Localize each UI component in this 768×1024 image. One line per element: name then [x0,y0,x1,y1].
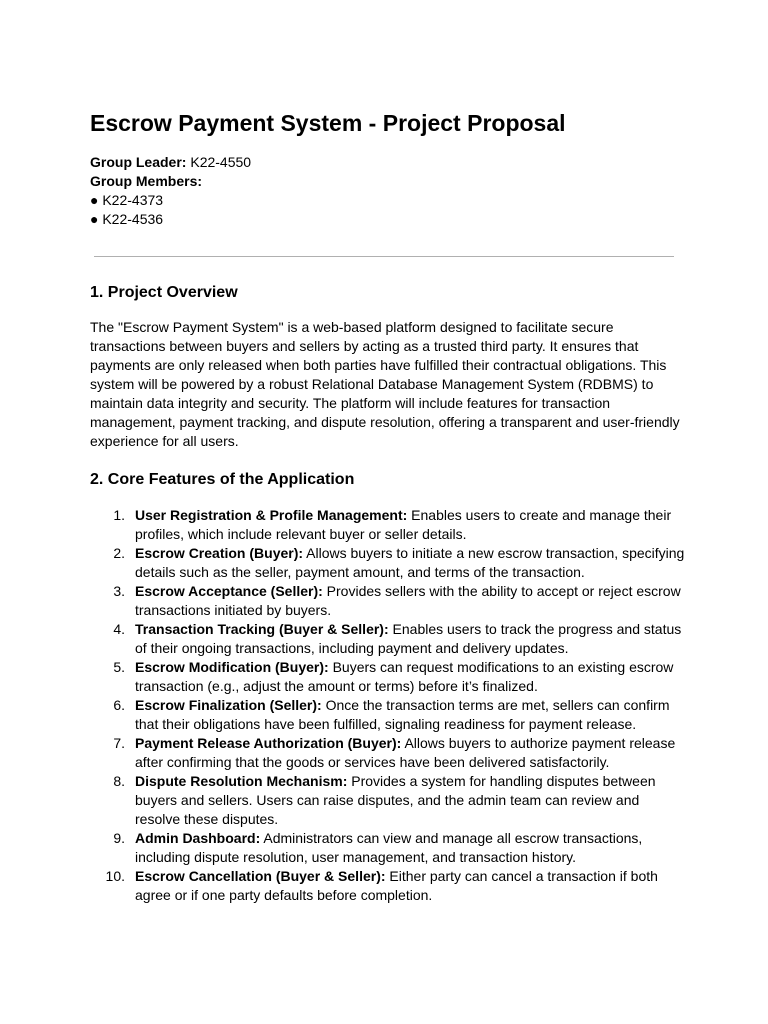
overview-line: payments are only released when both parties have fulfilled their contractual obligations. This [90,357,667,373]
feature-first-line [135,696,690,715]
feature-item [90,734,690,772]
overview-line: transactions between buyers and sellers by acting as a trusted third party. It ensures that [90,338,639,354]
features-list [90,506,690,905]
overview-line: management, payment tracking, and dispute resolution, offering a transparent and user-friendly [90,414,680,430]
feature-continuation: transaction (e.g., adjust the amount or terms) before it’s finalized. [135,678,538,694]
feature-number: 3. [113,583,125,599]
feature-label: Payment Release Authorization (Buyer): [135,735,402,751]
feature-text: Allows buyers to authorize payment release [401,735,676,751]
feature-continuation: details such as the seller, payment amount, and terms of the transaction. [135,564,585,580]
overview-line: experience for all users. [90,433,239,449]
feature-first-line [135,829,690,848]
feature-item [90,829,690,867]
feature-label: Admin Dashboard: [135,830,261,846]
feature-first-line [135,544,690,563]
feature-text: Enables users to create and manage their [407,507,672,523]
section-divider [94,256,674,257]
feature-continuation: of their ongoing transactions, including payment and delivery updates. [135,640,569,656]
feature-first-line [135,658,690,677]
feature-label: Dispute Resolution Mechanism: [135,773,348,789]
feature-continuation: transactions initiated by buyers. [135,602,332,618]
group-member-item: ● K22-4373 [90,192,164,208]
feature-continuation: buyers and sellers. Users can raise disputes, and the admin team can review and [135,792,640,808]
feature-item [90,544,690,582]
group-members-label: Group Members: [90,173,203,189]
feature-first-line [135,772,690,791]
feature-continuation: resolve these disputes. [135,811,279,827]
feature-number: 5. [113,659,125,675]
feature-number: 10. [105,868,125,884]
feature-first-line [135,620,690,639]
overview-line: system will be powered by a robust Relational Database Management System (RDBMS) to [90,376,654,392]
feature-item [90,658,690,696]
feature-label: Escrow Finalization (Seller): [135,697,322,713]
features-heading: 2. Core Features of the Application [90,471,355,488]
feature-number: 2. [113,545,125,561]
feature-text: Allows buyers to initiate a new escrow transaction, specifying [303,545,685,561]
feature-item [90,867,690,905]
group-member-item: ● K22-4536 [90,211,164,227]
feature-first-line [135,867,690,886]
group-leader-value: K22-4550 [190,154,252,170]
overview-line: maintain data integrity and security. The platform will include features for transaction [90,395,611,411]
feature-text: Buyers can request modifications to an existing escrow [328,659,674,675]
feature-continuation: profiles, which include relevant buyer or seller details. [135,526,467,542]
feature-continuation: after confirming that the goods or services have been delivered satisfactorily. [135,754,610,770]
feature-number: 8. [113,773,125,789]
feature-first-line [135,734,690,753]
feature-continuation: agree or if one party defaults before completion. [135,887,433,903]
feature-item [90,696,690,734]
feature-continuation: that their obligations have been fulfilled, signaling readiness for payment release. [135,716,637,732]
feature-number: 7. [113,735,125,751]
feature-continuation: including dispute resolution, user management, and transaction history. [135,849,576,865]
group-info [90,153,251,229]
feature-number: 4. [113,621,125,637]
feature-number: 9. [113,830,125,846]
feature-text: Administrators can view and manage all escrow transactions, [260,830,643,846]
feature-item [90,506,690,544]
feature-item [90,772,690,829]
feature-label: Escrow Cancellation (Buyer & Seller): [135,868,386,884]
document-title: Escrow Payment System - Project Proposal [90,110,566,136]
overview-heading: 1. Project Overview [90,284,238,301]
feature-first-line [135,506,690,525]
overview-line: The "Escrow Payment System" is a web-based platform designed to facilitate secure [90,319,614,335]
feature-label: Escrow Acceptance (Seller): [135,583,323,599]
feature-number: 6. [113,697,125,713]
overview-paragraph [90,318,690,451]
feature-first-line [135,582,690,601]
feature-item [90,620,690,658]
group-leader-line [90,153,251,172]
feature-label: Escrow Creation (Buyer): [135,545,304,561]
feature-text: Provides sellers with the ability to accept or reject escrow [322,583,681,599]
feature-item [90,582,690,620]
feature-text: Once the transaction terms are met, sellers can confirm [321,697,670,713]
group-leader-label: Group Leader: [90,154,187,170]
feature-text: Provides a system for handling disputes between [347,773,656,789]
group-members-line [90,172,251,191]
feature-label: Escrow Modification (Buyer): [135,659,329,675]
feature-text: Either party can cancel a transaction if both [385,868,658,884]
feature-text: Enables users to track the progress and status [388,621,682,637]
feature-number: 1. [113,507,125,523]
feature-label: Transaction Tracking (Buyer & Seller): [135,621,389,637]
feature-label: User Registration & Profile Management: [135,507,408,523]
